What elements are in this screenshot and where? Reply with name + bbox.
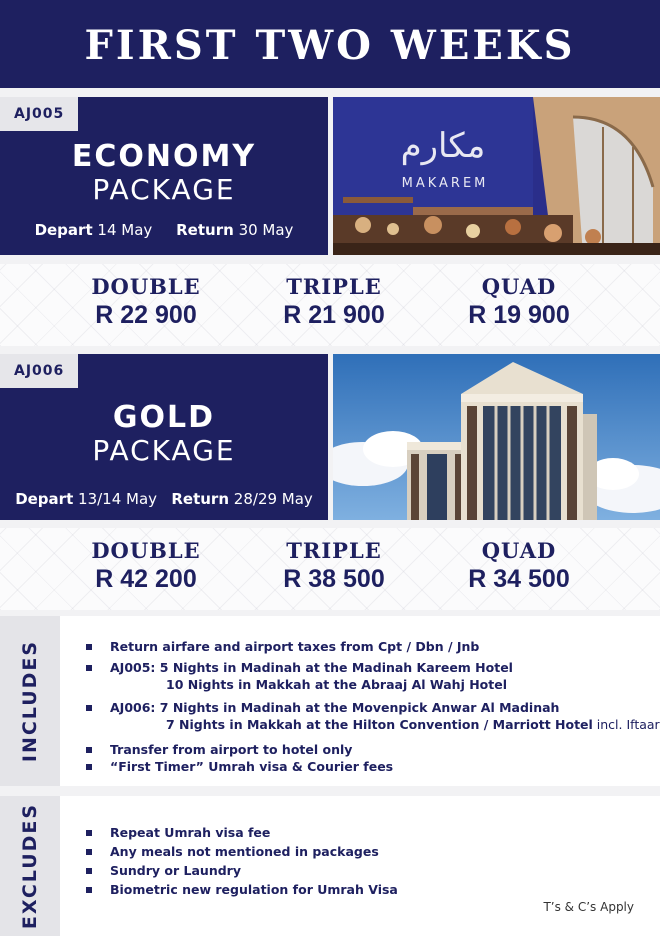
return-date: 28/29 May <box>233 490 313 508</box>
package-subtitle: PACKAGE <box>92 173 236 206</box>
list-item <box>86 638 660 655</box>
restaurant-photo <box>333 97 660 255</box>
list-item-text: Return airfare and airport taxes from Cpt / Dbn / Jnb <box>110 639 480 654</box>
price-value: R 19 900 <box>468 301 570 329</box>
price-value: R 21 900 <box>283 301 385 329</box>
list-item: Biometric new regulation for Umrah Visa <box>86 881 398 898</box>
depart-date: 14 May <box>97 221 153 239</box>
depart-date: 13/14 May <box>78 490 158 508</box>
list-item-text: 10 Nights in Makkah at the Abraaj Al Wahj Hotel <box>166 677 507 692</box>
price-label: DOUBLE <box>91 274 201 299</box>
excludes-label: EXCLUDES <box>19 802 41 930</box>
package-dates <box>0 221 328 239</box>
price-value: R 38 500 <box>283 565 385 593</box>
list-item-text: Transfer from airport to hotel only <box>110 742 353 757</box>
list-item-text <box>110 716 660 733</box>
package-info-panel <box>0 354 328 520</box>
price-label: QUAD <box>481 274 557 299</box>
list-item <box>86 741 660 758</box>
package-gold <box>0 354 660 520</box>
price-row-gold <box>0 528 660 610</box>
list-item <box>86 699 660 733</box>
includes-section <box>0 616 660 786</box>
includes-label: INCLUDES <box>19 639 41 763</box>
hotel-tower-photo <box>333 354 660 520</box>
page-title: FIRST TWO WEEKS <box>0 0 660 88</box>
list-item-text: “First Timer” Umrah visa & Courier fees <box>110 759 394 774</box>
price-triple <box>234 538 434 594</box>
package-name: ECONOMY <box>71 139 257 174</box>
terms-note: T’s & C’s Apply <box>543 900 634 914</box>
price-label: DOUBLE <box>91 538 201 563</box>
list-item: Sundry or Laundry <box>86 862 398 879</box>
includes-tab <box>0 616 60 786</box>
price-value: R 42 200 <box>95 565 197 593</box>
price-label: TRIPLE <box>286 274 382 299</box>
list-item: Any meals not mentioned in packages <box>86 843 398 860</box>
list-item-text: 7 Nights in Makkah at the Hilton Convention / Marriott Hotel <box>166 717 593 732</box>
price-double <box>46 274 246 330</box>
list-item-note: incl. Iftaar <box>592 717 660 732</box>
depart-label: Depart <box>15 490 74 508</box>
return-label: Return <box>171 490 230 508</box>
package-subtitle: PACKAGE <box>92 434 236 467</box>
package-info-panel <box>0 97 328 255</box>
price-label: TRIPLE <box>286 538 382 563</box>
list-item <box>86 659 660 693</box>
excludes-tab <box>0 796 60 936</box>
price-row-economy <box>0 264 660 346</box>
price-quad <box>419 274 619 330</box>
package-dates <box>0 490 328 508</box>
list-item: Repeat Umrah visa fee <box>86 824 398 841</box>
list-item-text: AJ005: 5 Nights in Madinah at the Madinah Kareem Hotel <box>110 660 513 675</box>
price-triple <box>234 274 434 330</box>
svg-text:مكارم: مكارم <box>400 126 486 166</box>
package-economy <box>0 97 660 255</box>
depart-label: Depart <box>34 221 93 239</box>
price-label: QUAD <box>481 538 557 563</box>
excludes-section <box>0 796 660 936</box>
price-double <box>46 538 246 594</box>
list-item <box>86 758 660 775</box>
package-code-badge: AJ006 <box>0 354 78 388</box>
price-value: R 34 500 <box>468 565 570 593</box>
package-code-badge: AJ005 <box>0 97 78 131</box>
package-name: GOLD <box>112 400 216 435</box>
photo-brand-text: MAKAREM <box>401 176 489 191</box>
price-quad <box>419 538 619 594</box>
excludes-list <box>86 824 398 898</box>
price-value: R 22 900 <box>95 301 197 329</box>
list-item-text: AJ006: 7 Nights in Madinah at the Movenpick Anwar Al Madinah <box>110 700 560 715</box>
includes-list <box>86 638 660 775</box>
return-label: Return <box>176 221 234 239</box>
return-date: 30 May <box>238 221 294 239</box>
